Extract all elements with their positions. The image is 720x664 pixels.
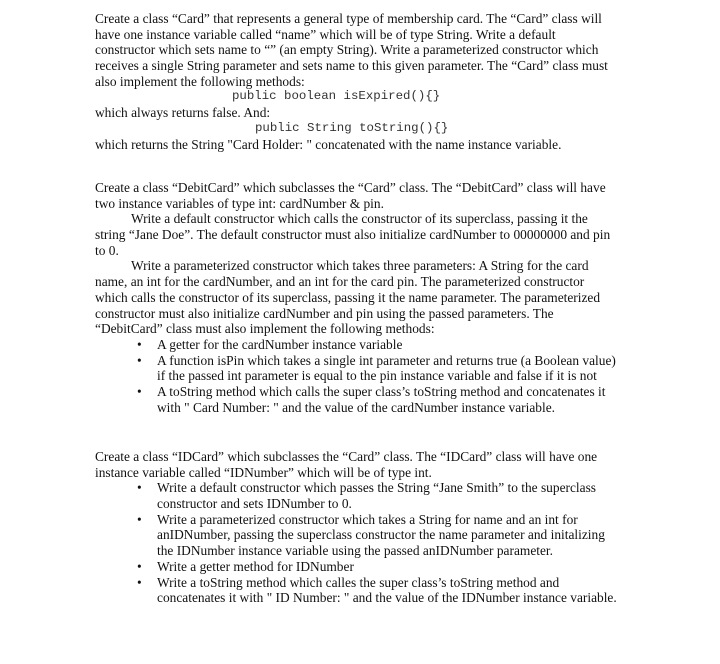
bullet-icon: • bbox=[137, 352, 142, 368]
text-line: which calls the constructor of its superclass, passing it the name parameter. The parameterized bbox=[95, 289, 601, 305]
list-item bbox=[95, 559, 635, 575]
bullet-icon: • bbox=[137, 558, 142, 574]
text-line: receives a single String parameter and sets name to this given parameter. The “Card” class must bbox=[95, 58, 608, 74]
list-item bbox=[95, 353, 635, 384]
bullet-icon: • bbox=[137, 383, 142, 399]
text-line: Write a getter method for IDNumber bbox=[157, 558, 354, 574]
text-line: Create a class “IDCard” which subclasses the “Card” class. The “IDCard” class will have one bbox=[95, 449, 598, 464]
text-line: constructor which sets name to “” (an empty String). Write a parameterized constructor which bbox=[95, 42, 599, 58]
text-line: which returns the String "Card Holder: " concatenated with the name instance variable. bbox=[95, 136, 562, 152]
debit-card-section bbox=[95, 180, 635, 415]
text-line: Write a toString method which calles the super class’s toString method and bbox=[157, 574, 560, 590]
text-line: if the passed int parameter is equal to the pin instance variable and false if it is not bbox=[157, 368, 597, 384]
card-class-section bbox=[95, 11, 635, 152]
text-line: A function isPin which takes a single int parameter and returns true (a Boolean value) bbox=[157, 352, 616, 368]
bullet-icon: • bbox=[137, 511, 142, 527]
text-line: with " Card Number: " and the value of the cardNumber instance variable. bbox=[157, 399, 556, 415]
text-line: Create a class “Card” that represents a general type of membership card. The “Card” class will bbox=[95, 11, 602, 26]
id-card-section bbox=[95, 449, 635, 606]
text-line: anIDNumber, passing the superclass constructor the name parameter and initalizing bbox=[157, 527, 605, 543]
text-line: instance variable called “IDNumber” which will be of type int. bbox=[95, 464, 432, 480]
text-line: constructor and sets IDNumber to 0. bbox=[157, 496, 352, 512]
list-item bbox=[95, 384, 635, 415]
text-line: two instance variables of type int: cardNumber & pin. bbox=[95, 195, 384, 211]
text-line: A getter for the cardNumber instance variable bbox=[157, 336, 403, 352]
code-to-string: public String toString(){} bbox=[255, 120, 449, 135]
text-line: string “Jane Doe”. The default constructor must also initialize cardNumber to 00000000 and pin bbox=[95, 227, 611, 243]
text-line: Write a parameterized constructor which takes three parameters: A String for the card bbox=[131, 258, 589, 274]
text-line: name, an int for the cardNumber, and an int for the card pin. The parameterized constructor bbox=[95, 274, 585, 290]
text-line: also implement the following methods: bbox=[95, 73, 305, 89]
code-is-expired: public boolean isExpired(){} bbox=[232, 89, 441, 104]
text-line: the IDNumber instance variable using the passed anIDNumber parameter. bbox=[157, 543, 553, 559]
text-line: which always returns false. And: bbox=[95, 105, 271, 121]
list-item bbox=[95, 575, 635, 606]
bullet-icon: • bbox=[137, 336, 142, 352]
text-line: have one instance variable called “name” which will be of type String. Write a default bbox=[95, 26, 556, 42]
list-item bbox=[95, 337, 635, 353]
text-line: to 0. bbox=[95, 242, 119, 258]
text-line: Write a default constructor which calls the constructor of its superclass, passing it the bbox=[131, 211, 588, 227]
text-line: Create a class “DebitCard” which subclasses the “Card” class. The “DebitCard” class will have bbox=[95, 180, 606, 195]
bullet-icon: • bbox=[137, 480, 142, 496]
text-line: Write a default constructor which passes the String “Jane Smith” to the superclass bbox=[157, 480, 597, 496]
text-line: concatenates it with " ID Number: " and the value of the IDNumber instance variable. bbox=[157, 590, 617, 606]
text-line: “DebitCard” class must also implement the following methods: bbox=[95, 321, 435, 337]
text-line: constructor must also initialize cardNumber and pin using the passed parameters. The bbox=[95, 305, 554, 321]
list-item bbox=[95, 512, 635, 559]
bullet-icon: • bbox=[137, 574, 142, 590]
text-line: Write a parameterized constructor which takes a String for name and an int for bbox=[157, 511, 578, 527]
text-line: A toString method which calls the super class’s toString method and concatenates it bbox=[157, 383, 606, 399]
list-item bbox=[95, 480, 635, 511]
